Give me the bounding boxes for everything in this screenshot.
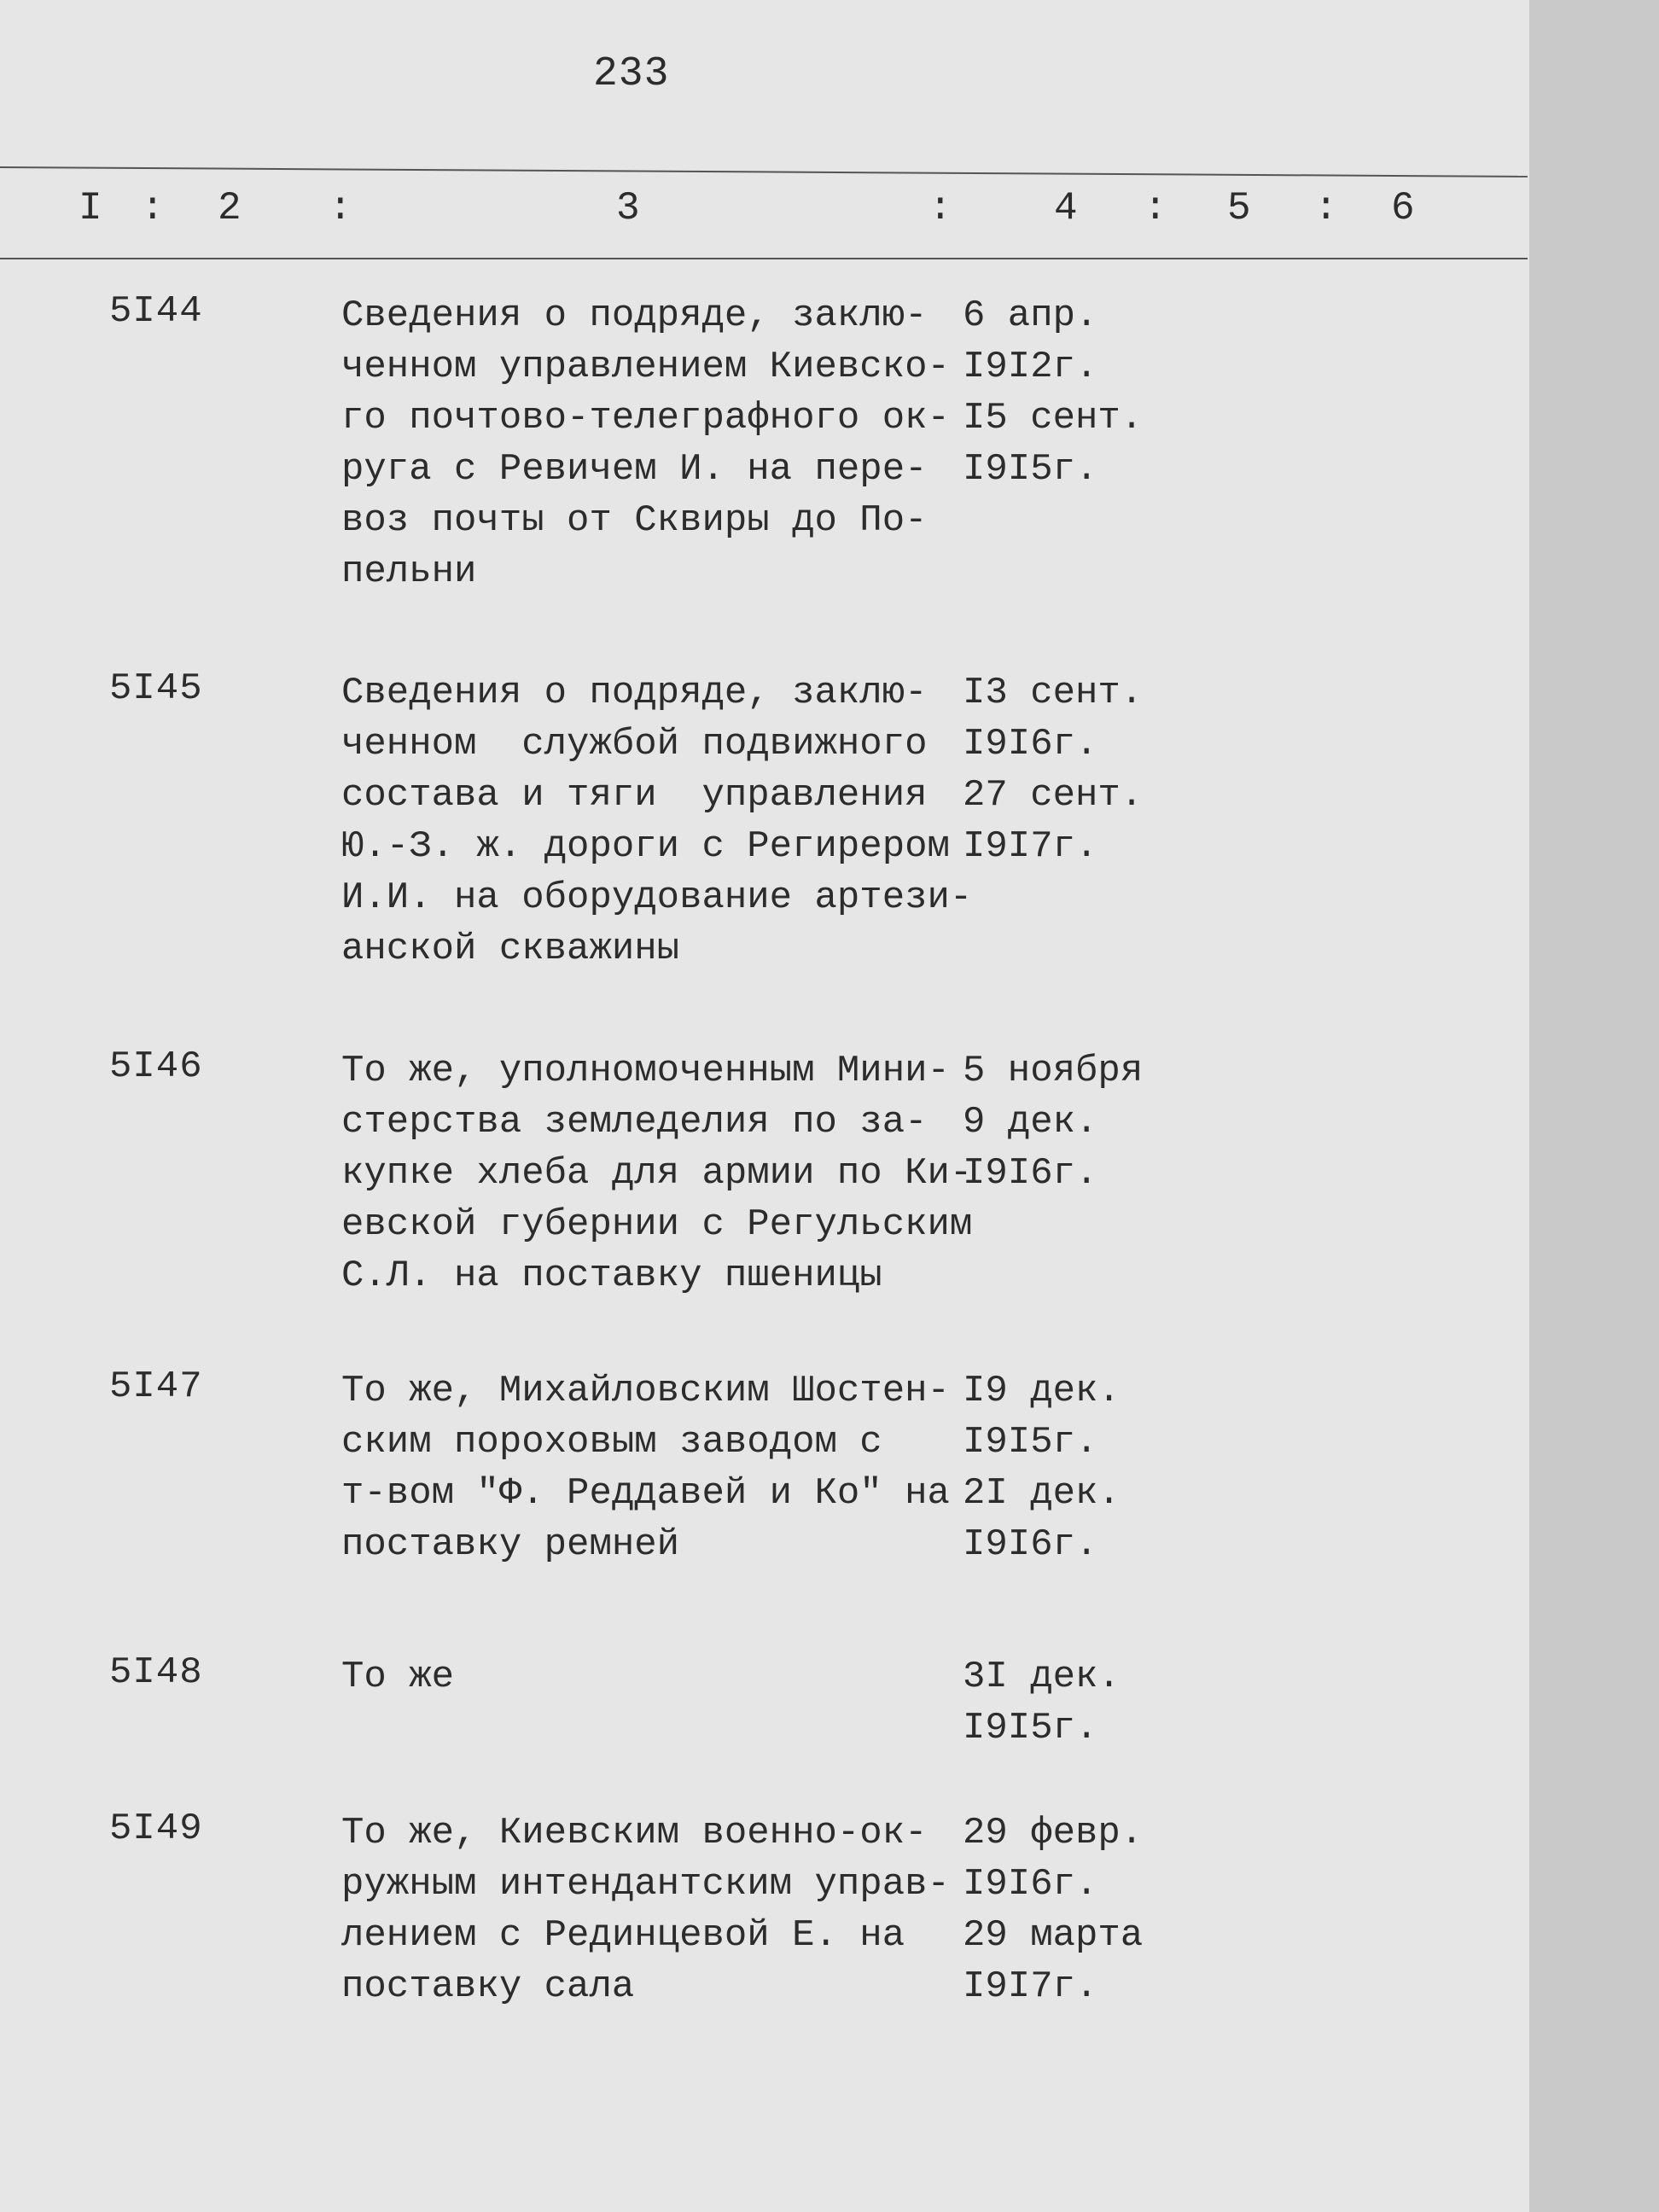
entry-description	[341, 1045, 973, 1301]
description-line: стерства земледелия по за-	[341, 1101, 928, 1144]
description-line: То же	[341, 1656, 455, 1698]
date-line: I9I5г.	[963, 1707, 1098, 1749]
column-separator: :	[1314, 186, 1338, 230]
entry-dates	[963, 1365, 1167, 1570]
column-separator: :	[928, 186, 952, 230]
date-line: 29 февр.	[963, 1812, 1144, 1854]
description-line: То же, уполномоченным Мини-	[341, 1050, 950, 1092]
column-header-4: 4	[1054, 186, 1078, 230]
date-line: I9I7г.	[963, 825, 1098, 868]
description-line: ченном службой подвижного	[341, 723, 928, 765]
date-line: I9I7г.	[963, 1965, 1098, 2008]
column-separator: :	[141, 186, 165, 230]
description-line: руга с Ревичем И. на пере-	[341, 448, 928, 491]
column-header-5: 5	[1227, 186, 1251, 230]
entry-description	[341, 290, 969, 597]
description-line: ским пороховым заводом с	[341, 1421, 882, 1464]
description-line: То же, Киевским военно-ок-	[341, 1812, 928, 1854]
date-line: I5 сент.	[963, 397, 1144, 439]
date-line: I9I6г.	[963, 723, 1098, 765]
description-line: Ю.-З. ж. дороги с Регирером	[341, 825, 950, 868]
description-line: го почтово-телеграфного ок-	[341, 397, 950, 439]
column-separator: :	[329, 186, 352, 230]
description-line: состава и тяги управления	[341, 774, 928, 817]
date-line: 9 дек.	[963, 1101, 1098, 1144]
entry-description	[341, 1651, 969, 1703]
date-line: 6 апр.	[963, 294, 1098, 337]
entry-dates	[963, 1807, 1167, 2012]
description-line: поставку ремней	[341, 1523, 680, 1566]
description-line: купке хлеба для армии по Ки-	[341, 1152, 973, 1195]
page-edge	[1529, 0, 1659, 2212]
date-line: I9I6г.	[963, 1863, 1098, 1906]
entry-number: 5I46	[109, 1045, 203, 1088]
description-line: лением с Рединцевой Е. на	[341, 1914, 905, 1957]
column-header-2: 2	[218, 186, 242, 230]
description-line: пельни	[341, 550, 477, 593]
entry-dates	[963, 290, 1167, 495]
description-line: Сведения о подряде, заклю-	[341, 294, 928, 337]
entry-dates	[963, 1045, 1167, 1199]
date-line: 29 марта	[963, 1914, 1144, 1957]
date-line: I3 сент.	[963, 672, 1144, 714]
date-line: I9I2г.	[963, 346, 1098, 388]
description-line: анской скважины	[341, 928, 680, 970]
date-line: 27 сент.	[963, 774, 1144, 817]
entry-number: 5I44	[109, 290, 203, 333]
column-header-1: I	[79, 186, 102, 230]
description-line: С.Л. на поставку пшеницы	[341, 1254, 882, 1297]
description-line: т-вом "Ф. Реддавей и Ко" на	[341, 1472, 950, 1515]
page-number: 233	[593, 51, 670, 97]
header-rule-bottom	[0, 258, 1528, 259]
entry-number: 5I48	[109, 1651, 203, 1694]
entry-number: 5I47	[109, 1365, 203, 1408]
description-line: И.И. на оборудование артези-	[341, 876, 973, 919]
description-line: ружным интендантским управ-	[341, 1863, 950, 1906]
description-line: воз почты от Сквиры до По-	[341, 499, 928, 542]
date-line: 3I дек.	[963, 1656, 1121, 1698]
entry-description	[341, 667, 973, 975]
date-line: I9I5г.	[963, 1421, 1098, 1464]
entry-number: 5I49	[109, 1807, 203, 1850]
entry-number: 5I45	[109, 667, 203, 710]
date-line: I9I6г.	[963, 1523, 1098, 1566]
description-line: поставку сала	[341, 1965, 635, 2008]
description-line: ченном управлением Киевско-	[341, 346, 950, 388]
date-line: 5 ноября	[963, 1050, 1144, 1092]
date-line: I9 дек.	[963, 1370, 1121, 1412]
entry-description	[341, 1365, 969, 1570]
date-line: I9I6г.	[963, 1152, 1098, 1195]
date-line: I9I5г.	[963, 448, 1098, 491]
description-line: То же, Михайловским Шостен-	[341, 1370, 950, 1412]
column-header-6: 6	[1391, 186, 1415, 230]
description-line: Сведения о подряде, заклю-	[341, 672, 928, 714]
entry-dates	[963, 1651, 1167, 1754]
column-separator: :	[1144, 186, 1167, 230]
header-rule-top	[0, 166, 1528, 178]
entry-description	[341, 1807, 969, 2012]
date-line: 2I дек.	[963, 1472, 1121, 1515]
entry-dates	[963, 667, 1167, 872]
description-line: евской губернии с Регульским	[341, 1203, 973, 1246]
column-header-3: 3	[616, 186, 640, 230]
